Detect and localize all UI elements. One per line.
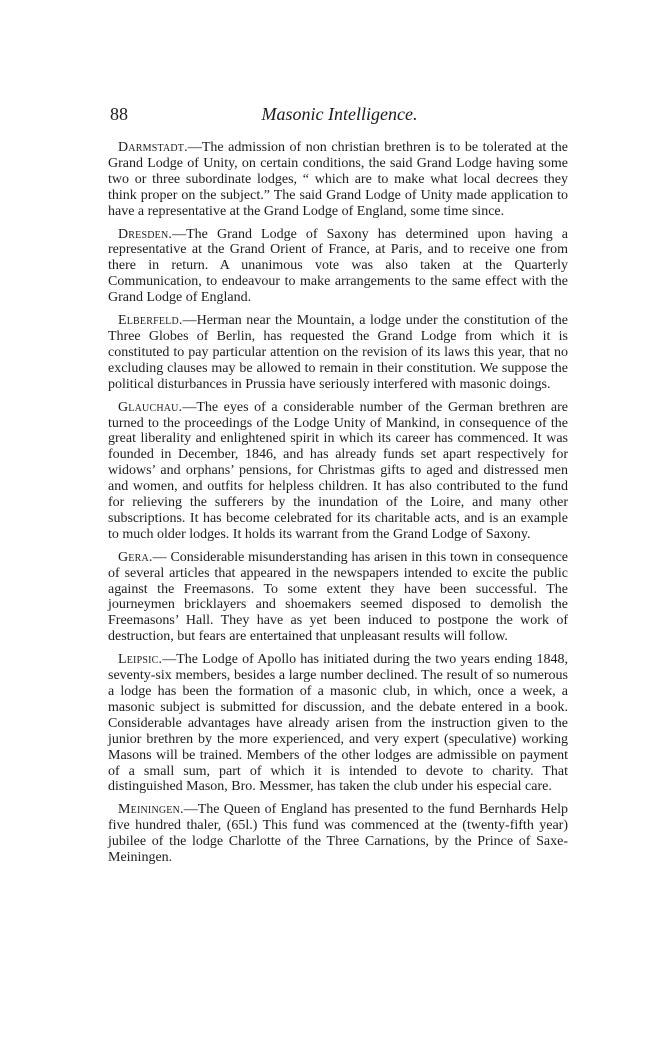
paragraph-text: — Considerable misunderstanding has arisen in this town in consequence of several articles that appeared in the newspapers intended to excite the public against the Freemasons. To some extent they have been successful. The journeymen bricklayers and shoemakers seemed disposed to demolish the Freemasons’ Hall. They have as yet been induced to postpone the work of destruction, but fears are entertained that unpleasant results will follow. [108,549,568,645]
paragraph-glauchau [108,400,568,543]
place-heading: Gera. [118,549,153,565]
paragraph-gera [108,550,568,645]
page-header [110,104,569,130]
paragraph-text: —The Lodge of Apollo has initiated during the two years ending 1848, seventy-six members, besides a large number declined. The result of so numerous a lodge has been the formation of a masonic club, in which, once a week, a masonic subject is submitted for discussion, and the debate entered in a book. Considerable advantages have already arisen from the instruction given to the junior brethren by the more experienced, and very expert (speculative) working Masons will be trained. Members of the other lodges are admissible on payment of a small sum, part of which it is intended to devote to charity. That distinguished Mason, Bro. Messmer, has taken the club under his especial care. [108,652,568,795]
running-title: Masonic Intelligence. [261,104,418,124]
paragraph-text: —The eyes of a considerable number of the German brethren are turned to the proceedings of the Lodge Unity of Mankind, in consequence of the great liberality and enlightened spirit in which its career has commenced. It was founded in December, 1846, and has already funds set apart respectively for widows’ and orphans’ pensions, for Christmas gifts to aged and distressed men and women, and outfits for helpless children. It has also contributed to the fund for relieving the sufferers by the inundation of the Loire, and many other subscriptions. It has become celebrated for its charitable acts, and is an example to much older lodges. It holds its warrant from the Grand Lodge of Saxony. [108,399,568,542]
paragraph-text: —The admission of non christian brethren is to be tolerated at the Grand Lodge of Unity, on certain conditions, the said Grand Lodge having some two or three subordinate lodges, “ which are to make what local decrees they think proper on the subject.” The said Grand Lodge of Unity made application to have a representative at the Grand Lodge of England, some time since. [108,140,568,219]
paragraph-dresden [108,227,568,307]
paragraph-text: —Herman near the Mountain, a lodge under the constitution of the Three Globes of Berlin, has requested the Grand Lodge from which it is constituted to pay particular attention on the revision of its laws this year, that no excluding clauses may be allowed to remain in their constitution. We suppose the political disturbances in Prussia have seriously interfered with masonic doings. [108,313,568,392]
paragraph-elberfeld [108,313,568,393]
place-heading: Leipsic. [118,652,163,668]
paragraph-text: —The Queen of England has presented to the fund Bernhards Help five hundred thaler, (65l.) This fund was commenced at the (twenty-fifth year) jubilee of the lodge Charlotte of the Three Carnations, by the Prince of Saxe-Meiningen. [108,802,568,866]
paragraph-leipsic [108,652,568,795]
page-number: 88 [110,104,128,124]
paragraph-meiningen [108,802,568,866]
place-heading: Glauchau. [118,399,183,415]
paragraph-text: —The Grand Lodge of Saxony has determined upon having a representative at the Grand Orient of France, at Paris, and to receive one from there in return. A unanimous vote was also taken at the Quarterly Communication, to endeavour to make arrangements to the same effect with the Grand Lodge of England. [108,226,568,306]
place-heading: Dresden. [118,226,173,242]
paragraph-darmstadt [108,140,568,220]
article-body [108,140,568,873]
place-heading: Elberfeld. [118,313,183,329]
place-heading: Meiningen. [118,802,184,818]
place-heading: Darmstadt. [118,140,188,155]
